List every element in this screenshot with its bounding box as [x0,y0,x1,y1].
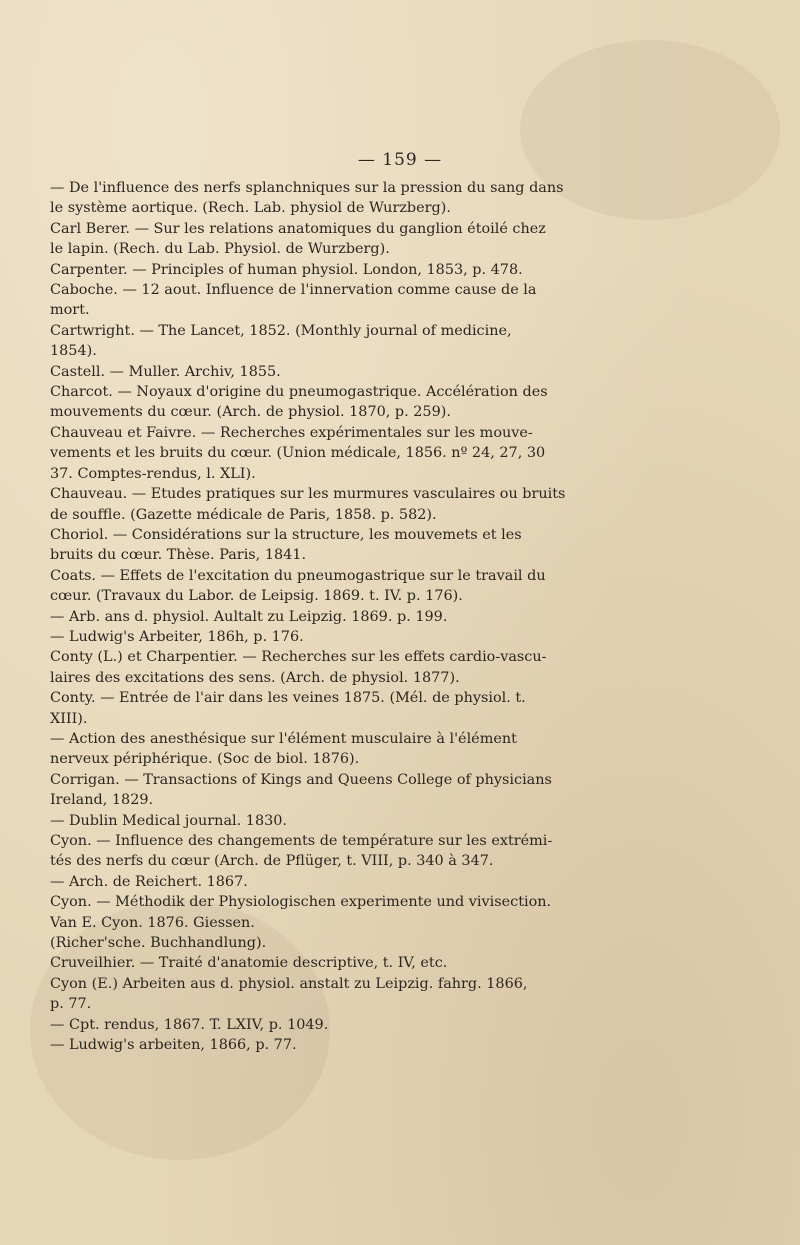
reference-line: — Dublin Medical journal. 1830. [50,812,287,829]
reference-line: Chauveau. — Etudes pratiques sur les murmures vasculaires ou bruits [50,486,566,503]
reference-line: de souffle. (Gazette médicale de Paris, 1858. p. 582). [50,506,437,523]
reference-entry [50,1015,750,1035]
reference-line: Castell. — Muller. Archiv, 1855. [50,363,281,380]
reference-entry [50,566,750,607]
reference-line: — Action des anesthésique sur l'élément musculaire à l'élément [50,730,517,747]
reference-entry [50,811,750,831]
reference-line: Cyon. — Méthodik der Physiologischen experimente und vivisection. [50,894,552,911]
reference-line: Carpenter. — Principles of human physiol. London, 1853, p. 478. [50,261,523,278]
reference-line: — Cpt. rendus, 1867. T. LXIV, p. 1049. [50,1016,329,1033]
reference-line: — Arch. de Reichert. 1867. [50,873,248,890]
reference-entry [50,525,750,566]
reference-entry [50,872,750,892]
reference-entry [50,1035,750,1055]
reference-list [50,178,750,1055]
reference-line: nerveux périphérique. (Soc de biol. 1876). [50,751,360,768]
reference-entry [50,484,750,525]
reference-entry [50,321,750,362]
reference-line: Chauveau et Faivre. — Recherches expérimentales sur les mouve- [50,424,533,441]
reference-entry [50,647,750,688]
reference-line: Cruveilhier. — Traité d'anatomie descriptive, t. IV, etc. [50,955,448,972]
reference-line: — Ludwig's Arbeiter, 186h, p. 176. [50,628,304,645]
reference-line: — De l'influence des nerfs splanchniques sur la pression du sang dans [50,180,564,196]
reference-entry [50,280,750,321]
reference-entry [50,974,750,1015]
reference-entry [50,627,750,647]
reference-line: vements et les bruits du cœur. (Union médicale, 1856. nº 24, 27, 30 [50,445,546,462]
reference-line: Ireland, 1829. [50,792,154,809]
reference-line: Caboche. — 12 aout. Influence de l'innervation comme cause de la [50,282,537,299]
reference-line: — Ludwig's arbeiten, 1866, p. 77. [50,1037,297,1054]
reference-line: cœur. (Travaux du Labor. de Leipsig. 1869. t. IV. p. 176). [50,588,463,605]
reference-line: Choriol. — Considérations sur la structure, les mouvemets et les [50,526,522,543]
reference-line: Conty. — Entrée de l'air dans les veines 1875. (Mél. de physiol. t. [50,690,526,707]
page-number: — 159 — [357,150,443,170]
reference-line: Van E. Cyon. 1876. Giessen. [50,914,255,931]
reference-line: (Richer'sche. Buchhandlung). [50,935,267,952]
reference-line: Carl Berer. — Sur les relations anatomiques du ganglion étoilé chez [50,220,546,237]
reference-line: Conty (L.) et Charpentier. — Recherches sur les effets cardio-vascu- [50,649,547,666]
reference-entry [50,362,750,382]
reference-line: le système aortique. (Rech. Lab. physiol de Wurzberg). [50,200,451,217]
reference-line: tés des nerfs du cœur (Arch. de Pflüger, t. VIII, p. 340 à 347. [50,853,494,870]
reference-line: Cyon (E.) Arbeiten aus d. physiol. anstalt zu Leipzig. fahrg. 1866, [50,975,528,992]
reference-line: Cyon. — Influence des changements de température sur les extrémi- [50,833,553,849]
reference-line: Corrigan. — Transactions of Kings and Queens College of physicians [50,771,552,788]
reference-entry [50,423,750,484]
reference-line: XIII). [50,710,88,727]
reference-entry [50,178,750,219]
reference-entry [50,892,750,953]
reference-line: bruits du cœur. Thèse. Paris, 1841. [50,547,307,564]
reference-entry [50,382,750,423]
reference-entry [50,770,750,811]
reference-entry [50,219,750,260]
reference-line: 1854). [50,343,97,360]
reference-line: — Arb. ans d. physiol. Aultalt zu Leipzig. 1869. p. 199. [50,608,448,625]
reference-entry [50,688,750,729]
reference-line: mort. [50,302,90,319]
reference-line: mouvements du cœur. (Arch. de physiol. 1870, p. 259). [50,404,451,421]
reference-entry [50,953,750,973]
reference-line: laires des excitations des sens. (Arch. de physiol. 1877). [50,669,460,686]
reference-entry [50,831,750,872]
reference-line: Coats. — Effets de l'excitation du pneumogastrique sur le travail du [50,567,546,584]
reference-entry [50,729,750,770]
reference-line: Charcot. — Noyaux d'origine du pneumogastrique. Accélération des [50,384,548,401]
reference-line: le lapin. (Rech. du Lab. Physiol. de Wurzberg). [50,241,390,258]
reference-entry [50,260,750,280]
reference-line: p. 77. [50,996,92,1013]
reference-line: Cartwright. — The Lancet, 1852. (Monthly journal of medicine, [50,322,512,339]
reference-entry [50,607,750,627]
reference-line: 37. Comptes-rendus, l. XLI). [50,465,256,482]
